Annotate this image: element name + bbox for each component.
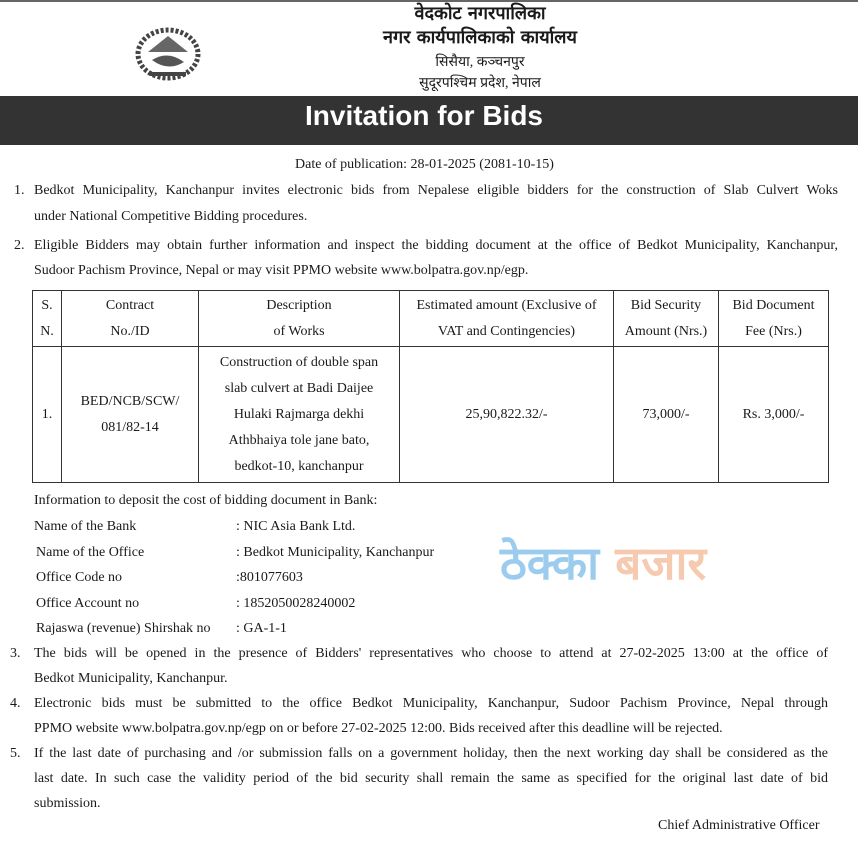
paragraph-text: submission. <box>34 796 101 811</box>
header-cell: Bid Security <box>630 297 702 313</box>
paragraph-text: The bids will be opened in the presence of Bidders' representatives who choose to attend at 27-02-2025 13:00 at the office of <box>34 646 828 661</box>
header-cell: Description <box>266 297 332 313</box>
signature-title: Chief Administrative Officer <box>658 818 820 833</box>
header-cell: Contract <box>105 297 155 313</box>
bank-label: Rajaswa (revenue) Shirshak no <box>36 621 211 636</box>
security-cell: 73,000/- <box>614 347 719 483</box>
title-band <box>0 96 858 145</box>
cell-text: Athbhaiya tole jane bato, <box>228 432 370 448</box>
header-cell: Amount (Nrs.) <box>624 323 708 339</box>
paragraph-text: If the last date of purchasing and /or submission falls on a government holiday, then the next working day shall be considered as the <box>34 746 828 761</box>
bank-label: Name of the Office <box>36 545 145 560</box>
page-title: Invitation for Bids <box>305 100 543 131</box>
bid-table <box>32 290 829 483</box>
header-cell: Fee (Nrs.) <box>745 323 802 339</box>
office-name: नगर कार्यपालिकाको कार्यालय <box>383 27 577 48</box>
cell-text: bedkot-10, kanchanpur <box>234 458 364 474</box>
watermark <box>500 535 706 591</box>
item-number: 1. <box>14 183 25 198</box>
item-number: 2. <box>14 238 25 253</box>
cell-text: Construction of double span <box>219 354 379 370</box>
bank-label: Office Account no <box>36 596 140 611</box>
paragraph-text: PPMO website www.bolpatra.gov.np/egp on or before 27-02-2025 12:00. Bids received after this deadline will be rejected. <box>34 721 723 736</box>
bank-value: : GA-1-1 <box>236 621 287 636</box>
item-number: 3. <box>10 646 21 661</box>
paragraph-text: Bedkot Municipality, Kanchanpur. <box>34 671 228 686</box>
contract-cell <box>62 347 199 483</box>
item-number: 5. <box>10 746 21 761</box>
description-cell <box>199 347 400 483</box>
header-cell: Estimated amount (Exclusive of <box>416 297 597 313</box>
bank-value: : Bedkot Municipality, Kanchanpur <box>236 545 435 560</box>
paragraph-text: Electronic bids must be submitted to the office Bedkot Municipality, Kanchanpur, Sudoor Pachism Province, Nepal through <box>34 696 828 711</box>
estimate-cell: 25,90,822.32/- <box>400 347 614 483</box>
header-cell: S. <box>41 297 53 313</box>
publication-date: Date of publication: 28-01-2025 (2081-10-15) <box>295 157 554 172</box>
paragraph-text: Bedkot Municipality, Kanchanpur invites electronic bids from Nepalese eligible bidders for the construction of Slab Culvert Woks <box>34 183 838 198</box>
bank-label: Office Code no <box>36 570 123 585</box>
item-number: 4. <box>10 696 21 711</box>
bank-intro: Information to deposit the cost of bidding document in Bank: <box>34 493 378 508</box>
watermark-part: बजार <box>615 536 707 590</box>
cell-text: Hulaki Rajmarga dekhi <box>233 406 365 422</box>
header-cell: of Works <box>273 323 325 339</box>
government-emblem-icon <box>134 22 202 82</box>
top-border <box>0 0 858 2</box>
fee-cell: Rs. 3,000/- <box>719 347 829 483</box>
address-line: सिसैया, कञ्चनपुर <box>435 55 525 70</box>
bank-label: Name of the Bank <box>34 519 137 534</box>
header-cell: Bid Document <box>732 297 815 313</box>
province-line: सुदूरपश्चिम प्रदेश, नेपाल <box>419 76 541 91</box>
header-cell: N. <box>40 323 54 339</box>
cell-text: 081/82-14 <box>101 419 159 435</box>
bank-value: : NIC Asia Bank Ltd. <box>236 519 356 534</box>
watermark-part: ठेक्का <box>500 536 600 590</box>
municipality-name: वेदकोट नगरपालिका <box>414 3 546 24</box>
paragraph-text: Sudoor Pachism Province, Nepal or may visit PPMO website www.bolpatra.gov.np/egp. <box>34 263 529 278</box>
bank-value: : 1852050028240002 <box>236 596 356 611</box>
cell-text: slab culvert at Badi Daijee <box>224 380 374 396</box>
sn-cell: 1. <box>33 347 62 483</box>
paragraph-text: under National Competitive Bidding procedures. <box>34 209 308 224</box>
header-cell: No./ID <box>110 323 150 339</box>
paragraph-text: last date. In such case the validity period of the bid security shall remain the same as specified for the original last date of bid <box>34 771 828 786</box>
header-cell: VAT and Contingencies) <box>437 323 576 339</box>
bank-value: :801077603 <box>236 570 303 585</box>
table-row <box>33 347 829 483</box>
cell-text: BED/NCB/SCW/ <box>80 393 180 409</box>
paragraph-text: Eligible Bidders may obtain further information and inspect the bidding document at the office of Bedkot Municipality, Kanchanpur, <box>34 238 838 253</box>
table-header-row <box>33 291 829 347</box>
